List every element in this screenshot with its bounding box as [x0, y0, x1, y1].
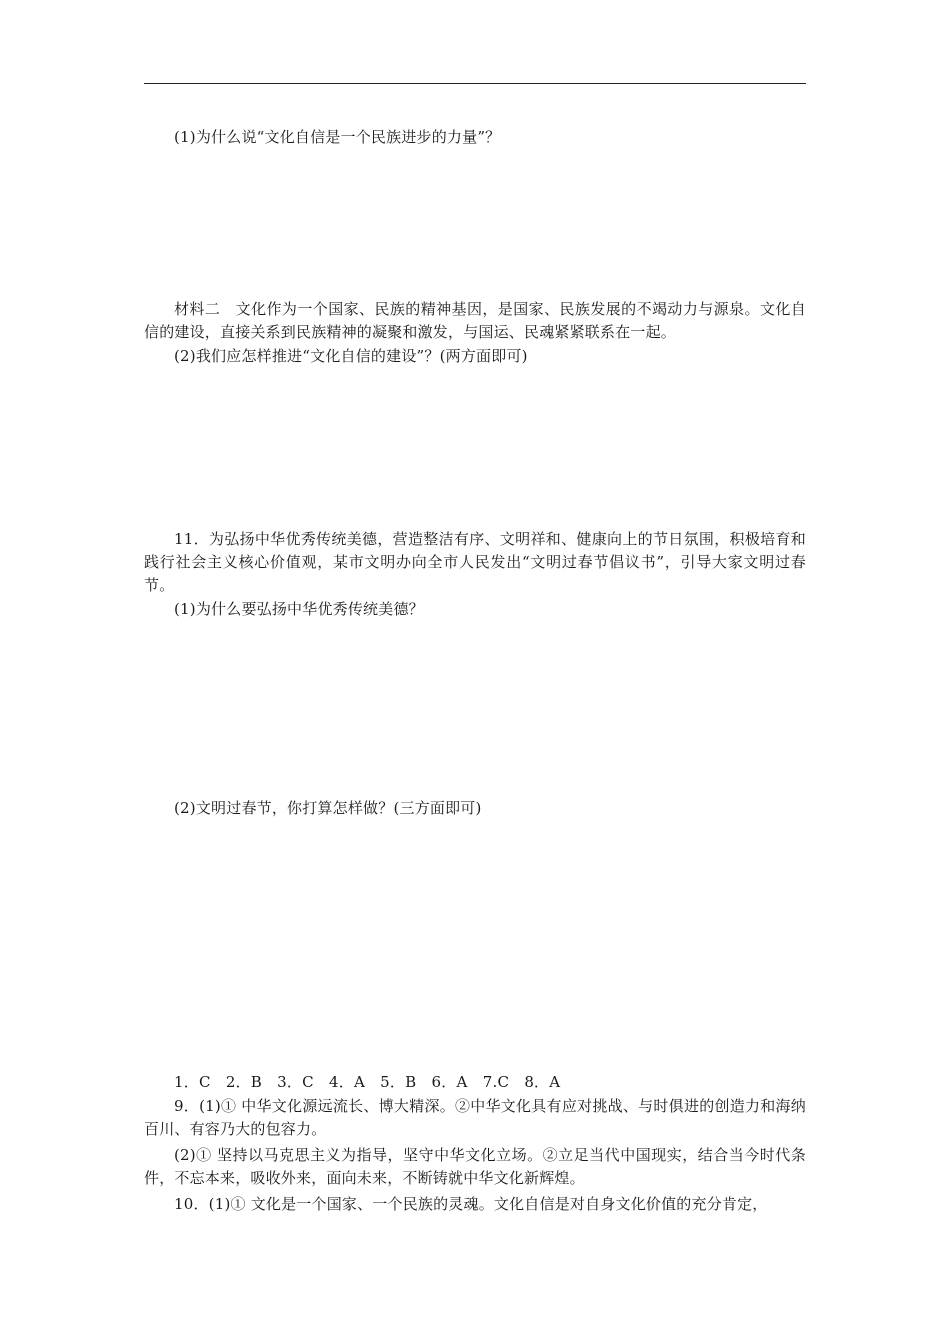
question-10-part-1: (1)为什么说“文化自信是一个民族进步的力量”？ — [174, 128, 501, 146]
answer-10-part-1: 10．(1)① 文化是一个国家、一个民族的灵魂。文化自信是对自身文化价值的充分肯定， — [174, 1195, 768, 1213]
answer-9-part-1: 9．(1)① 中华文化源远流长、博大精深。②中华文化具有应对挑战、与时俱进的创造力和海纳百川、有容乃大的包容力。 — [144, 1097, 806, 1138]
answer-9-part-2: (2)① 坚持以马克思主义为指导，坚守中华文化立场。②立足当代中国现实，结合当今时代条件，不忘本来，吸收外来，面向未来，不断铸就中华文化新辉煌。 — [144, 1146, 806, 1187]
question-11-stem: 11．为弘扬中华优秀传统美德，营造整洁有序、文明祥和、健康向上的节日氛围，积极培育和践行社会主义核心价值观，某市文明办向全市人民发出“文明过春节倡议书”，引导大家文明过春节。 — [144, 530, 806, 594]
material-two: 材料二 文化作为一个国家、民族的精神基因，是国家、民族发展的不竭动力与源泉。文化自信的建设，直接关系到民族精神的凝聚和激发，与国运、民魂紧紧联系在一起。 — [144, 300, 806, 341]
question-11-part-2: (2)文明过春节，你打算怎样做？(三方面即可) — [174, 799, 482, 817]
question-11-part-1: (1)为什么要弘扬中华优秀传统美德？ — [174, 600, 424, 618]
header-rule — [144, 83, 806, 84]
answers-multiple-choice: 1．C 2．B 3．C 4．A 5．B 6．A 7.C 8．A — [174, 1073, 561, 1091]
question-10-part-2: (2)我们应怎样推进“文化自信的建设”？(两方面即可) — [174, 347, 528, 365]
